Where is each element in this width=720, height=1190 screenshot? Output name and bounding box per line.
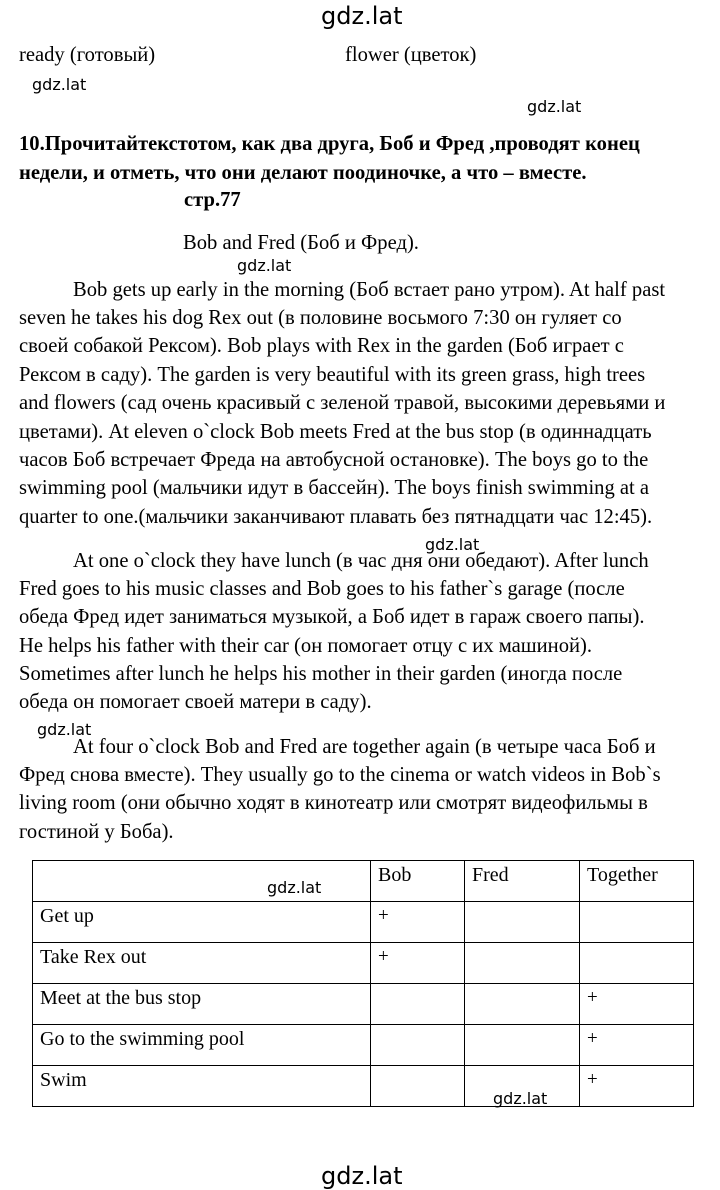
text-line: Рексом в саду). The garden is very beautiful with its green grass, high trees	[19, 364, 646, 386]
together-mark	[580, 902, 694, 943]
text-line: обеда он помогает своей матери в саду).	[19, 691, 372, 713]
vocab-flower: flower (цветок)	[345, 44, 477, 66]
row-label: Swim	[33, 1066, 371, 1107]
together-mark	[580, 943, 694, 984]
row-label: Get up	[33, 902, 371, 943]
text-title: Bob and Fred (Боб и Фред).	[183, 232, 419, 254]
watermark: gdz.lat	[237, 256, 292, 275]
watermark-bottom: gdz.lat	[321, 1162, 403, 1190]
watermark: gdz.lat	[37, 720, 92, 739]
together-mark: +	[580, 1025, 694, 1066]
watermark: gdz.lat	[425, 535, 480, 554]
text-line: Fred goes to his music classes and Bob goes to his father`s garage (после	[19, 578, 625, 600]
table-row	[33, 1025, 694, 1066]
text-line: своей собакой Рексом). Bob plays with Rex in the garden (Боб играет с	[19, 335, 624, 357]
bob-mark	[371, 1025, 465, 1066]
text-line: At four o`clock Bob and Fred are together again (в четыре часа Боб и	[73, 736, 656, 758]
table-row	[33, 984, 694, 1025]
task-page-ref: стр.77	[184, 189, 241, 211]
text-line: гостиной у Боба).	[19, 821, 174, 843]
watermark: gdz.lat	[267, 878, 322, 897]
header-cell-activity	[33, 861, 371, 902]
text-line: часов Боб встречает Фреда на автобусной остановке). The boys go to the	[19, 449, 649, 471]
vocab-ready: ready (готовый)	[19, 44, 156, 66]
bob-mark: +	[371, 902, 465, 943]
bob-mark: +	[371, 943, 465, 984]
table-row	[33, 1066, 694, 1107]
fred-mark	[465, 1025, 580, 1066]
watermark: gdz.lat	[493, 1089, 548, 1108]
fred-mark	[465, 1066, 580, 1107]
header-cell-bob: Bob	[371, 861, 465, 902]
fred-mark	[465, 943, 580, 984]
text-line: Sometimes after lunch he helps his mother in their garden (иногда после	[19, 663, 623, 685]
row-label: Go to the swimming pool	[33, 1025, 371, 1066]
header-cell-fred: Fred	[465, 861, 580, 902]
text-line: living room (они обычно ходят в кинотеатр или смотрят видеофильмы в	[19, 792, 648, 814]
text-line: and flowers (сад очень красивый с зеленой травой, высокими деревьями и	[19, 392, 666, 414]
table-header-row	[33, 861, 694, 902]
row-label: Meet at the bus stop	[33, 984, 371, 1025]
bob-mark	[371, 1066, 465, 1107]
text-line: Bob gets up early in the morning (Боб встает рано утром). At half past	[73, 279, 666, 301]
text-line: He helps his father with their car (он помогает отцу с их машиной).	[19, 635, 593, 657]
text-line: обеда Фред идет заниматься музыкой, а Боб идет в гараж своего папы).	[19, 606, 645, 628]
together-mark: +	[580, 1066, 694, 1107]
watermark: gdz.lat	[527, 97, 582, 116]
text-line: seven he takes his dog Rex out (в половине восьмого 7:30 он гуляет со	[19, 307, 622, 329]
fred-mark	[465, 984, 580, 1025]
header-cell-together: Together	[580, 861, 694, 902]
task-heading-line2: недели, и отметь, что они делают поодиночке, а что – вместе.	[19, 162, 587, 184]
together-mark: +	[580, 984, 694, 1025]
text-line: At one o`clock they have lunch (в час дня они обедают). After lunch	[73, 550, 649, 572]
text-line: quarter to one.(мальчики заканчивают плавать без пятнадцати час 12:45).	[19, 506, 653, 528]
fred-mark	[465, 902, 580, 943]
task-heading-line1: 10.Прочитайтекстотом, как два друга, Боб и Фред ,проводят конец	[19, 133, 640, 155]
activity-table	[32, 860, 694, 1107]
text-line: цветами). At eleven o`clock Bob meets Fred at the bus stop (в одиннадцать	[19, 421, 652, 443]
text-line: swimming pool (мальчики идут в бассейн). The boys finish swimming at a	[19, 477, 650, 499]
table-row	[33, 943, 694, 984]
bob-mark	[371, 984, 465, 1025]
text-line: Фред снова вместе). They usually go to the cinema or watch videos in Bob`s	[19, 764, 661, 786]
row-label: Take Rex out	[33, 943, 371, 984]
watermark: gdz.lat	[32, 75, 87, 94]
table-row	[33, 902, 694, 943]
watermark-top: gdz.lat	[321, 2, 403, 30]
